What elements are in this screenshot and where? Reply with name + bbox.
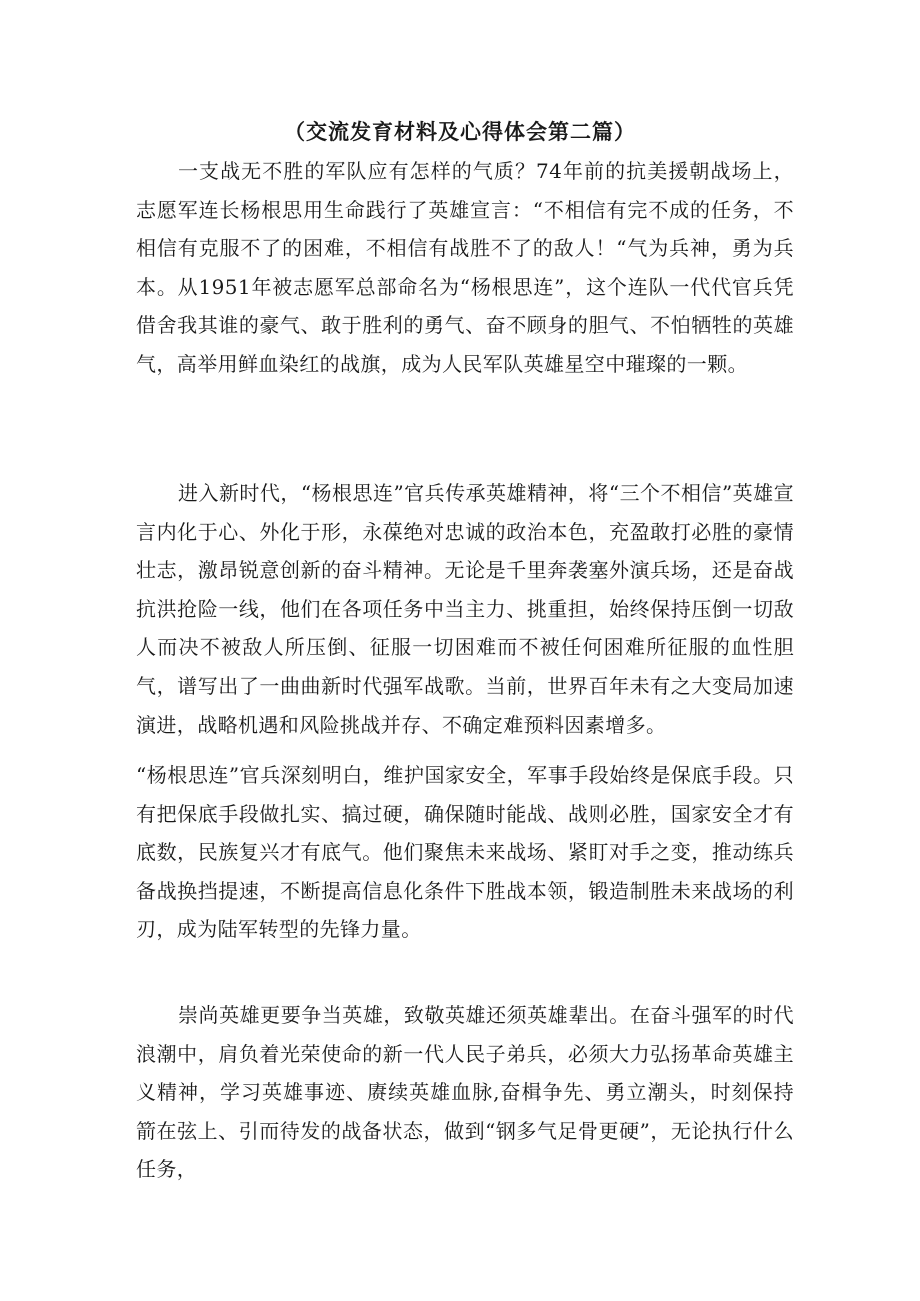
document-title: （交流发育材料及心得体会第二篇） <box>284 119 636 144</box>
paragraph-4: 崇尚英雄更要争当英雄，致敬英雄还须英雄辈出。在奋斗强军的时代浪潮中，肩负着光荣使命的新一代人民子弟兵，必须大力弘扬革命英雄主义精神，学习英雄事迹、赓续英雄血脉,奋楫争先、勇立潮头，时刻保持箭在弦上、引而待发的战备状态，做到“钢多气足骨更硬”，无论执行什么任务， <box>136 1003 794 1182</box>
paragraph-3: “杨根思连”官兵深刻明白，维护国家安全，军事手段始终是保底手段。只有把保底手段做扎实、搞过硬，确保随时能战、战则必胜，国家安全才有底数，民族复兴才有底气。他们聚焦未来战场、紧盯对手之变，推动练兵备战换挡提速，不断提高信息化条件下胜战本领，锻造制胜未来战场的利刃，成为陆军转型的先锋力量。 <box>136 763 794 942</box>
paragraph-2: 进入新时代，“杨根思连”官兵传承英雄精神，将“三个不相信”英雄宣言内化于心、外化于形，永葆绝对忠诚的政治本色，充盈敢打必胜的豪情壮志，激昂锐意创新的奋斗精神。无论是千里奔袭塞外演兵场，还是奋战抗洪抢险一线，他们在各项任务中当主力、挑重担，始终保持压倒一切敌人而决不被敌人所压倒、征服一切困难而不被任何困难所征服的血性胆气，谱写出了一曲曲新时代强军战歌。当前，世界百年未有之大变局加速演进，战略机遇和风险挑战并存、不确定难预料因素增多。 <box>136 481 794 737</box>
paragraph-1: 一支战无不胜的军队应有怎样的气质？74年前的抗美援朝战场上，志愿军连长杨根思用生命践行了英雄宣言：“不相信有完不成的任务，不相信有克服不了的困难，不相信有战胜不了的敌人！“气为兵神，勇为兵本。从1951年被志愿军总部命名为“杨根思连”，这个连队一代代官兵凭借舍我其谁的豪气、敢于胜利的勇气、奋不顾身的胆气、不怕牺牲的英雄气，高举用鲜血染红的战旗，成为人民军队英雄星空中璀璨的一颗。 <box>136 159 794 376</box>
